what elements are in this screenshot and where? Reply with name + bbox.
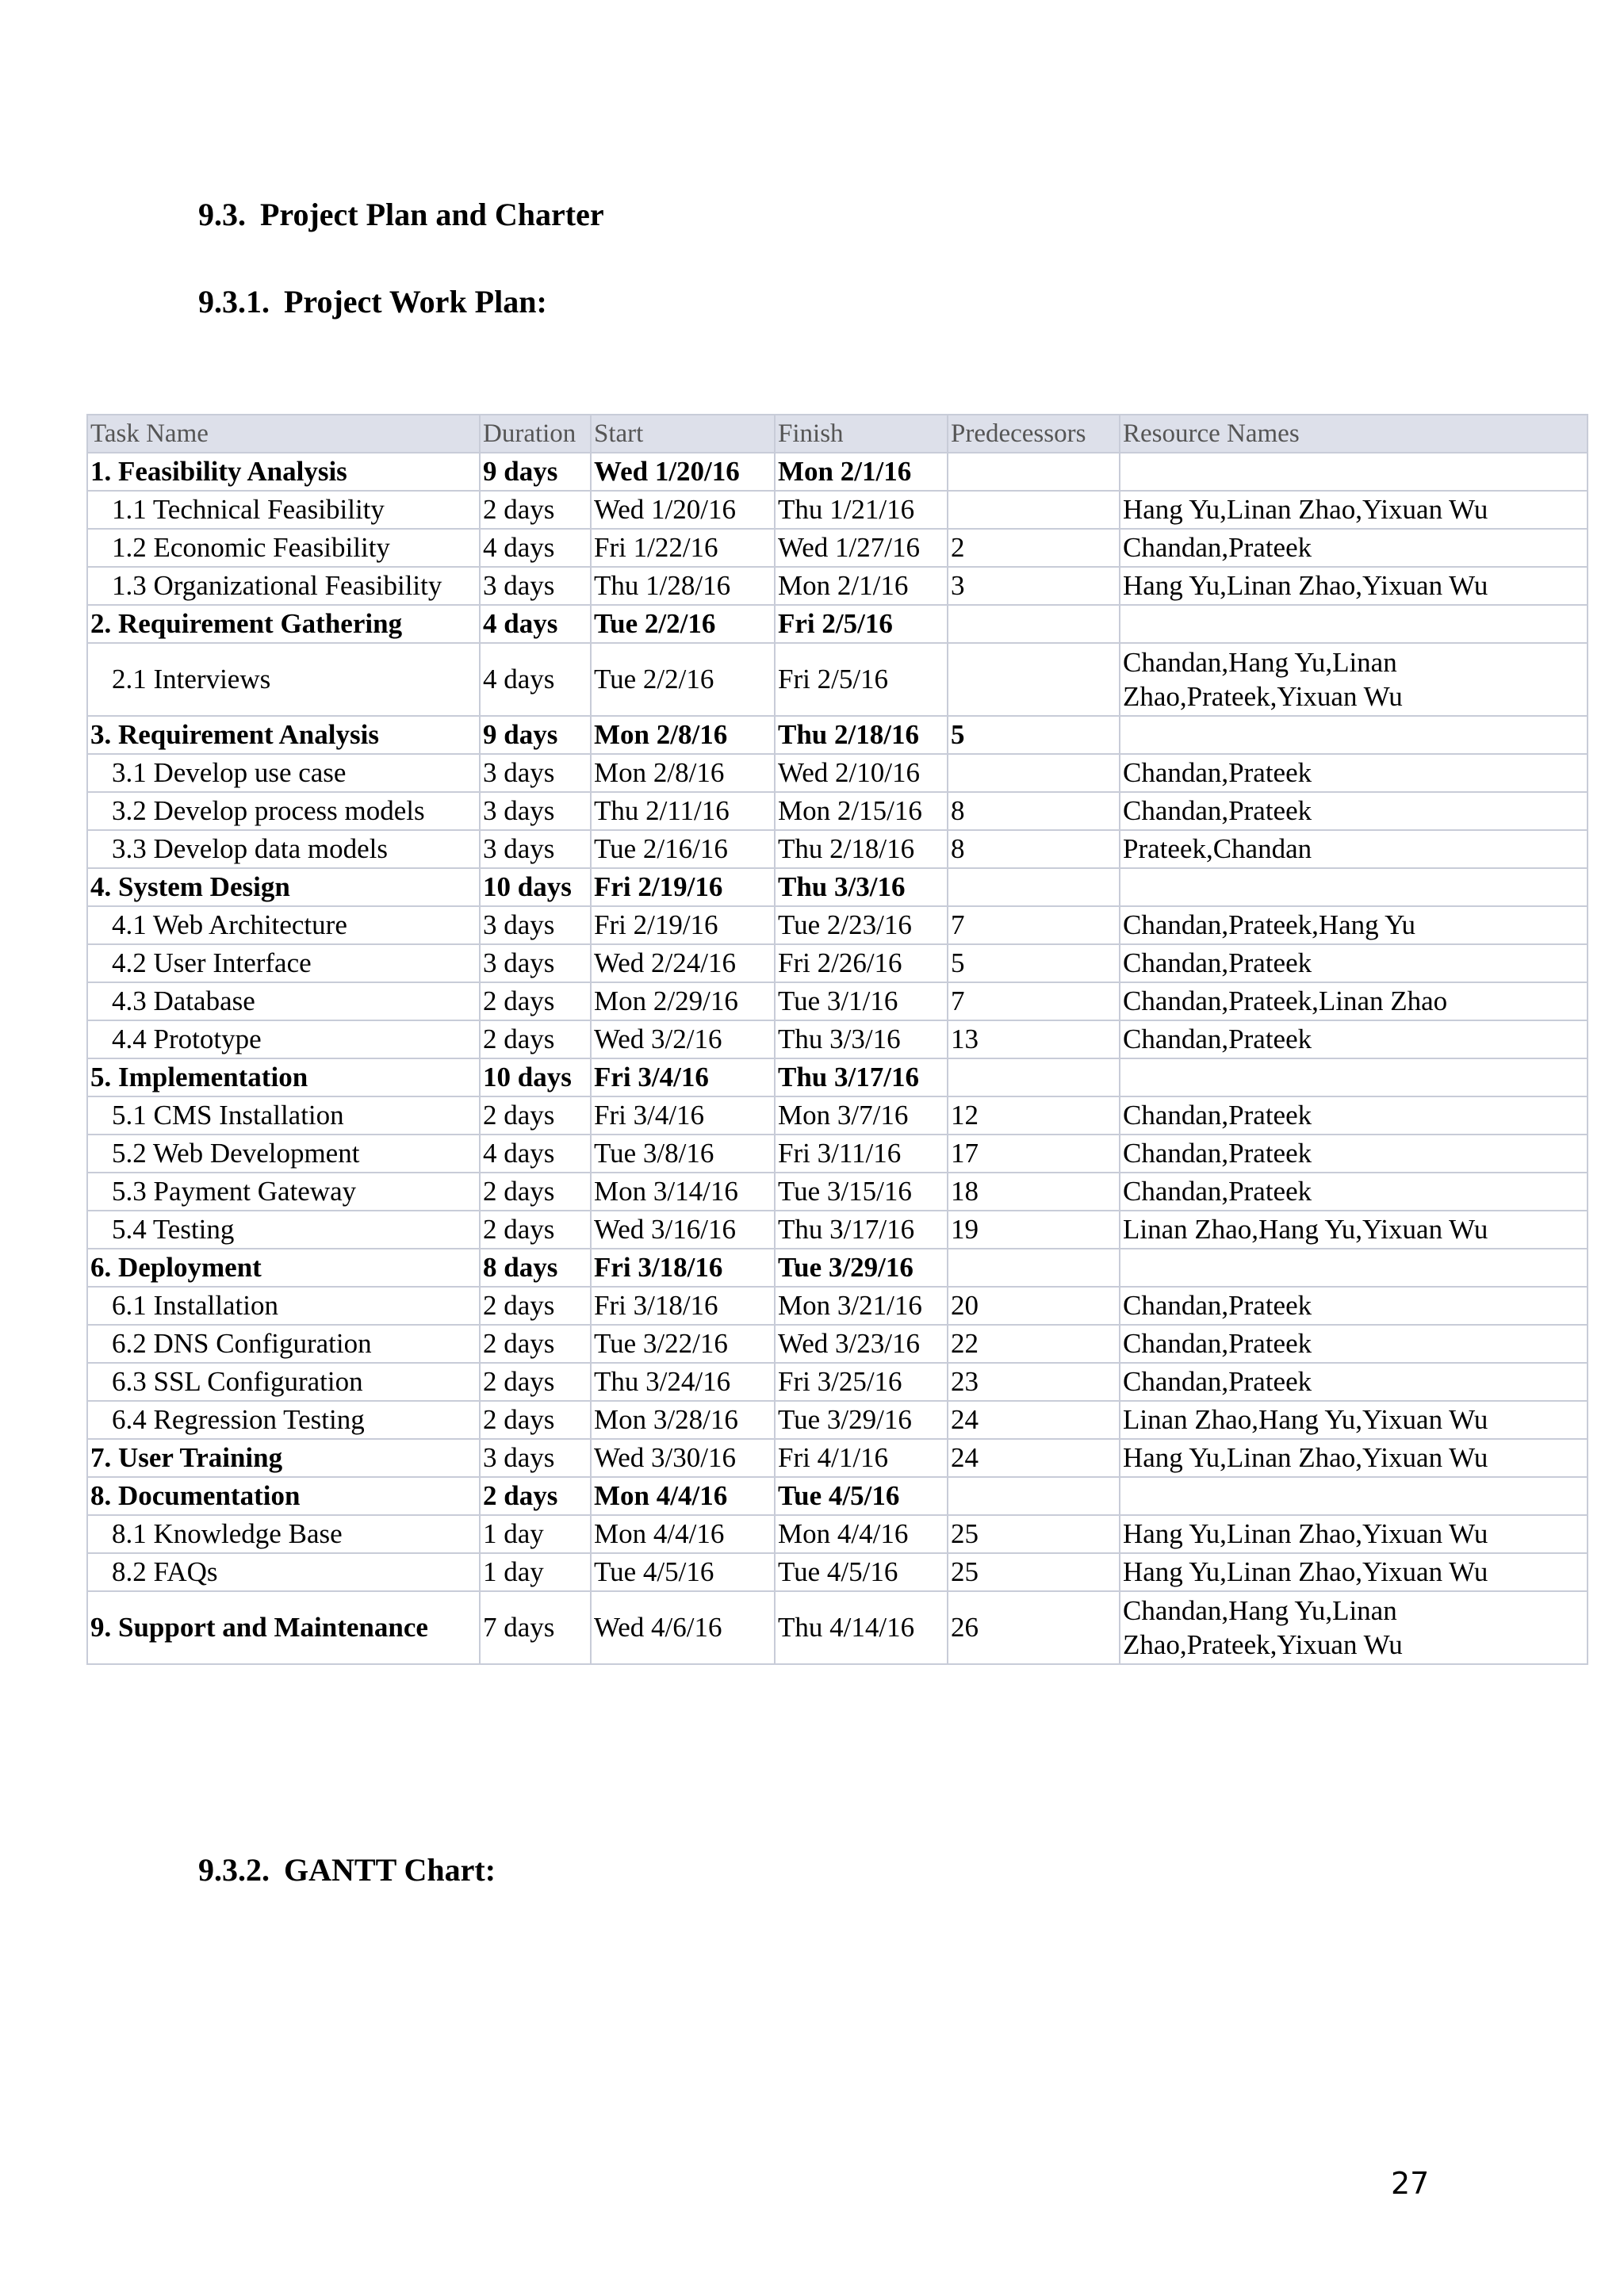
cell-duration: 4 days <box>480 529 591 567</box>
cell-resource-names <box>1120 1058 1588 1096</box>
section-heading <box>198 196 604 233</box>
cell-resource-names: Hang Yu,Linan Zhao,Yixuan Wu <box>1120 1553 1588 1591</box>
cell-finish: Fri 3/11/16 <box>775 1135 948 1173</box>
table-row <box>87 1401 1588 1439</box>
cell-task-name: 1. Feasibility Analysis <box>87 453 480 491</box>
page-number: 27 <box>1391 2166 1430 2201</box>
cell-predecessors: 25 <box>948 1515 1120 1553</box>
cell-resource-names: Chandan,Prateek <box>1120 1363 1588 1401</box>
cell-predecessors: 17 <box>948 1135 1120 1173</box>
cell-start: Tue 2/16/16 <box>591 830 775 868</box>
cell-resource-names <box>1120 716 1588 754</box>
cell-finish: Thu 2/18/16 <box>775 716 948 754</box>
table-row <box>87 643 1588 716</box>
cell-task-name: 3.1 Develop use case <box>87 754 480 792</box>
cell-resource-names: Chandan,Prateek,Linan Zhao <box>1120 982 1588 1020</box>
gantt-title: GANTT Chart: <box>284 1852 496 1888</box>
cell-duration: 2 days <box>480 982 591 1020</box>
cell-resource-names: Chandan,Prateek <box>1120 1287 1588 1325</box>
cell-finish: Fri 2/5/16 <box>775 605 948 643</box>
cell-task-name: 4. System Design <box>87 868 480 906</box>
column-header-predecessors: Predecessors <box>948 415 1120 453</box>
cell-start: Mon 4/4/16 <box>591 1515 775 1553</box>
project-work-plan-table <box>86 414 1588 1665</box>
cell-duration: 2 days <box>480 1325 591 1363</box>
cell-duration: 3 days <box>480 792 591 830</box>
cell-finish: Mon 2/15/16 <box>775 792 948 830</box>
cell-finish: Thu 3/3/16 <box>775 868 948 906</box>
cell-task-name: 5. Implementation <box>87 1058 480 1096</box>
work-plan-heading <box>198 283 547 320</box>
cell-resource-names <box>1120 605 1588 643</box>
table-row <box>87 1020 1588 1058</box>
cell-duration: 2 days <box>480 1020 591 1058</box>
cell-start: Tue 3/22/16 <box>591 1325 775 1363</box>
cell-predecessors: 2 <box>948 529 1120 567</box>
cell-predecessors: 24 <box>948 1439 1120 1477</box>
cell-start: Thu 1/28/16 <box>591 567 775 605</box>
cell-duration: 2 days <box>480 1096 591 1135</box>
cell-resource-names: Linan Zhao,Hang Yu,Yixuan Wu <box>1120 1401 1588 1439</box>
column-header-task-name: Task Name <box>87 415 480 453</box>
cell-predecessors <box>948 491 1120 529</box>
cell-start: Thu 3/24/16 <box>591 1363 775 1401</box>
cell-predecessors: 24 <box>948 1401 1120 1439</box>
table-row <box>87 1553 1588 1591</box>
cell-task-name: 4.2 User Interface <box>87 944 480 982</box>
cell-task-name: 8.2 FAQs <box>87 1553 480 1591</box>
table-row <box>87 1591 1588 1664</box>
cell-start: Wed 4/6/16 <box>591 1591 775 1664</box>
cell-duration: 9 days <box>480 716 591 754</box>
cell-finish: Mon 4/4/16 <box>775 1515 948 1553</box>
table-row <box>87 1211 1588 1249</box>
cell-duration: 7 days <box>480 1591 591 1664</box>
cell-resource-names: Chandan,Prateek <box>1120 529 1588 567</box>
cell-start: Thu 2/11/16 <box>591 792 775 830</box>
section-number: 9.3. <box>198 197 246 232</box>
cell-duration: 3 days <box>480 830 591 868</box>
table-row <box>87 529 1588 567</box>
cell-resource-names: Hang Yu,Linan Zhao,Yixuan Wu <box>1120 567 1588 605</box>
cell-predecessors: 25 <box>948 1553 1120 1591</box>
cell-finish: Fri 3/25/16 <box>775 1363 948 1401</box>
cell-finish: Thu 3/3/16 <box>775 1020 948 1058</box>
cell-finish: Mon 3/21/16 <box>775 1287 948 1325</box>
table-row <box>87 906 1588 944</box>
cell-resource-names: Hang Yu,Linan Zhao,Yixuan Wu <box>1120 1439 1588 1477</box>
cell-predecessors <box>948 1058 1120 1096</box>
cell-task-name: 4.3 Database <box>87 982 480 1020</box>
cell-start: Wed 1/20/16 <box>591 491 775 529</box>
cell-predecessors: 18 <box>948 1173 1120 1211</box>
cell-predecessors: 23 <box>948 1363 1120 1401</box>
cell-predecessors <box>948 1477 1120 1515</box>
cell-finish: Tue 4/5/16 <box>775 1553 948 1591</box>
cell-finish: Thu 1/21/16 <box>775 491 948 529</box>
table-row <box>87 491 1588 529</box>
cell-start: Fri 2/19/16 <box>591 868 775 906</box>
table-row <box>87 944 1588 982</box>
cell-predecessors <box>948 643 1120 716</box>
cell-finish: Thu 3/17/16 <box>775 1211 948 1249</box>
cell-duration: 3 days <box>480 1439 591 1477</box>
table-row <box>87 982 1588 1020</box>
cell-duration: 4 days <box>480 643 591 716</box>
section-title: Project Plan and Charter <box>260 197 604 232</box>
table-row <box>87 1363 1588 1401</box>
column-header-start: Start <box>591 415 775 453</box>
table-header-row <box>87 415 1588 453</box>
cell-predecessors: 20 <box>948 1287 1120 1325</box>
table-row <box>87 605 1588 643</box>
column-header-finish: Finish <box>775 415 948 453</box>
cell-task-name: 6.2 DNS Configuration <box>87 1325 480 1363</box>
cell-finish: Fri 2/26/16 <box>775 944 948 982</box>
cell-predecessors: 5 <box>948 716 1120 754</box>
cell-resource-names <box>1120 453 1588 491</box>
cell-predecessors <box>948 1249 1120 1287</box>
cell-duration: 8 days <box>480 1249 591 1287</box>
cell-task-name: 5.1 CMS Installation <box>87 1096 480 1135</box>
cell-duration: 1 day <box>480 1515 591 1553</box>
cell-finish: Mon 3/7/16 <box>775 1096 948 1135</box>
cell-resource-names <box>1120 1477 1588 1515</box>
table-row <box>87 754 1588 792</box>
cell-resource-names: Chandan,Prateek <box>1120 754 1588 792</box>
cell-duration: 2 days <box>480 1287 591 1325</box>
cell-finish: Thu 3/17/16 <box>775 1058 948 1096</box>
cell-duration: 10 days <box>480 868 591 906</box>
cell-task-name: 4.1 Web Architecture <box>87 906 480 944</box>
cell-duration: 1 day <box>480 1553 591 1591</box>
cell-duration: 2 days <box>480 491 591 529</box>
cell-task-name: 1.3 Organizational Feasibility <box>87 567 480 605</box>
cell-task-name: 8. Documentation <box>87 1477 480 1515</box>
cell-start: Wed 2/24/16 <box>591 944 775 982</box>
cell-resource-names: Hang Yu,Linan Zhao,Yixuan Wu <box>1120 491 1588 529</box>
cell-finish: Wed 1/27/16 <box>775 529 948 567</box>
column-header-duration: Duration <box>480 415 591 453</box>
cell-finish: Wed 2/10/16 <box>775 754 948 792</box>
cell-predecessors: 26 <box>948 1591 1120 1664</box>
cell-start: Wed 1/20/16 <box>591 453 775 491</box>
cell-duration: 9 days <box>480 453 591 491</box>
cell-task-name: 6.4 Regression Testing <box>87 1401 480 1439</box>
cell-predecessors: 13 <box>948 1020 1120 1058</box>
cell-predecessors: 7 <box>948 982 1120 1020</box>
table-body <box>87 453 1588 1664</box>
cell-finish: Thu 2/18/16 <box>775 830 948 868</box>
cell-resource-names: Chandan,Prateek <box>1120 1135 1588 1173</box>
cell-predecessors: 12 <box>948 1096 1120 1135</box>
gantt-heading <box>198 1851 496 1888</box>
cell-finish: Mon 2/1/16 <box>775 567 948 605</box>
table-row <box>87 1249 1588 1287</box>
cell-predecessors: 8 <box>948 830 1120 868</box>
table-row <box>87 1477 1588 1515</box>
cell-start: Tue 2/2/16 <box>591 643 775 716</box>
cell-finish: Tue 3/29/16 <box>775 1249 948 1287</box>
table-row <box>87 567 1588 605</box>
cell-predecessors: 19 <box>948 1211 1120 1249</box>
table-row <box>87 1135 1588 1173</box>
cell-finish: Fri 2/5/16 <box>775 643 948 716</box>
cell-start: Mon 3/28/16 <box>591 1401 775 1439</box>
table-row <box>87 1173 1588 1211</box>
cell-predecessors: 22 <box>948 1325 1120 1363</box>
cell-task-name: 7. User Training <box>87 1439 480 1477</box>
cell-task-name: 3. Requirement Analysis <box>87 716 480 754</box>
cell-task-name: 3.2 Develop process models <box>87 792 480 830</box>
cell-start: Fri 3/18/16 <box>591 1249 775 1287</box>
cell-start: Tue 3/8/16 <box>591 1135 775 1173</box>
cell-resource-names: Chandan,Hang Yu,Linan Zhao,Prateek,Yixuan Wu <box>1120 643 1588 716</box>
cell-resource-names: Chandan,Prateek <box>1120 1325 1588 1363</box>
work-plan-number: 9.3.1. <box>198 284 270 320</box>
table-row <box>87 1439 1588 1477</box>
cell-duration: 2 days <box>480 1173 591 1211</box>
cell-start: Mon 2/29/16 <box>591 982 775 1020</box>
cell-resource-names: Chandan,Prateek,Hang Yu <box>1120 906 1588 944</box>
table-row <box>87 868 1588 906</box>
cell-start: Wed 3/16/16 <box>591 1211 775 1249</box>
cell-predecessors <box>948 605 1120 643</box>
table-row <box>87 1058 1588 1096</box>
cell-task-name: 1.2 Economic Feasibility <box>87 529 480 567</box>
cell-duration: 3 days <box>480 944 591 982</box>
cell-start: Mon 2/8/16 <box>591 754 775 792</box>
gantt-number: 9.3.2. <box>198 1852 270 1888</box>
cell-start: Wed 3/30/16 <box>591 1439 775 1477</box>
cell-resource-names: Chandan,Prateek <box>1120 1173 1588 1211</box>
table-row <box>87 1515 1588 1553</box>
work-plan-title: Project Work Plan: <box>284 284 547 320</box>
cell-duration: 3 days <box>480 567 591 605</box>
cell-finish: Tue 4/5/16 <box>775 1477 948 1515</box>
cell-start: Fri 3/4/16 <box>591 1058 775 1096</box>
cell-resource-names: Chandan,Prateek <box>1120 944 1588 982</box>
cell-task-name: 3.3 Develop data models <box>87 830 480 868</box>
table-row <box>87 792 1588 830</box>
cell-duration: 2 days <box>480 1363 591 1401</box>
cell-finish: Tue 3/15/16 <box>775 1173 948 1211</box>
cell-duration: 10 days <box>480 1058 591 1096</box>
cell-start: Tue 4/5/16 <box>591 1553 775 1591</box>
cell-resource-names: Chandan,Prateek <box>1120 1020 1588 1058</box>
cell-task-name: 4.4 Prototype <box>87 1020 480 1058</box>
cell-task-name: 8.1 Knowledge Base <box>87 1515 480 1553</box>
cell-start: Mon 3/14/16 <box>591 1173 775 1211</box>
cell-task-name: 5.2 Web Development <box>87 1135 480 1173</box>
cell-duration: 2 days <box>480 1401 591 1439</box>
cell-task-name: 9. Support and Maintenance <box>87 1591 480 1664</box>
table-row <box>87 716 1588 754</box>
cell-task-name: 6.1 Installation <box>87 1287 480 1325</box>
cell-finish: Tue 3/29/16 <box>775 1401 948 1439</box>
cell-resource-names: Linan Zhao,Hang Yu,Yixuan Wu <box>1120 1211 1588 1249</box>
cell-task-name: 1.1 Technical Feasibility <box>87 491 480 529</box>
cell-start: Fri 3/18/16 <box>591 1287 775 1325</box>
cell-duration: 2 days <box>480 1477 591 1515</box>
table-row <box>87 1096 1588 1135</box>
cell-task-name: 5.4 Testing <box>87 1211 480 1249</box>
cell-resource-names <box>1120 1249 1588 1287</box>
column-header-resource-names: Resource Names <box>1120 415 1588 453</box>
cell-resource-names: Chandan,Hang Yu,Linan Zhao,Prateek,Yixuan Wu <box>1120 1591 1588 1664</box>
cell-predecessors <box>948 453 1120 491</box>
cell-task-name: 6. Deployment <box>87 1249 480 1287</box>
cell-start: Fri 2/19/16 <box>591 906 775 944</box>
table-row <box>87 830 1588 868</box>
cell-start: Fri 1/22/16 <box>591 529 775 567</box>
cell-duration: 3 days <box>480 906 591 944</box>
cell-start: Fri 3/4/16 <box>591 1096 775 1135</box>
cell-predecessors <box>948 868 1120 906</box>
cell-start: Mon 4/4/16 <box>591 1477 775 1515</box>
cell-resource-names <box>1120 868 1588 906</box>
cell-resource-names: Chandan,Prateek <box>1120 1096 1588 1135</box>
cell-finish: Fri 4/1/16 <box>775 1439 948 1477</box>
cell-finish: Thu 4/14/16 <box>775 1591 948 1664</box>
cell-duration: 2 days <box>480 1211 591 1249</box>
cell-duration: 4 days <box>480 1135 591 1173</box>
cell-resource-names: Prateek,Chandan <box>1120 830 1588 868</box>
cell-duration: 3 days <box>480 754 591 792</box>
cell-predecessors: 7 <box>948 906 1120 944</box>
cell-predecessors: 5 <box>948 944 1120 982</box>
cell-task-name: 6.3 SSL Configuration <box>87 1363 480 1401</box>
cell-predecessors: 8 <box>948 792 1120 830</box>
table-row <box>87 1325 1588 1363</box>
cell-resource-names: Hang Yu,Linan Zhao,Yixuan Wu <box>1120 1515 1588 1553</box>
cell-start: Wed 3/2/16 <box>591 1020 775 1058</box>
cell-start: Mon 2/8/16 <box>591 716 775 754</box>
cell-resource-names: Chandan,Prateek <box>1120 792 1588 830</box>
cell-task-name: 5.3 Payment Gateway <box>87 1173 480 1211</box>
cell-start: Tue 2/2/16 <box>591 605 775 643</box>
cell-predecessors: 3 <box>948 567 1120 605</box>
cell-predecessors <box>948 754 1120 792</box>
cell-finish: Tue 2/23/16 <box>775 906 948 944</box>
cell-finish: Mon 2/1/16 <box>775 453 948 491</box>
cell-task-name: 2.1 Interviews <box>87 643 480 716</box>
table-row <box>87 1287 1588 1325</box>
table-row <box>87 453 1588 491</box>
cell-finish: Tue 3/1/16 <box>775 982 948 1020</box>
cell-duration: 4 days <box>480 605 591 643</box>
cell-finish: Wed 3/23/16 <box>775 1325 948 1363</box>
cell-task-name: 2. Requirement Gathering <box>87 605 480 643</box>
